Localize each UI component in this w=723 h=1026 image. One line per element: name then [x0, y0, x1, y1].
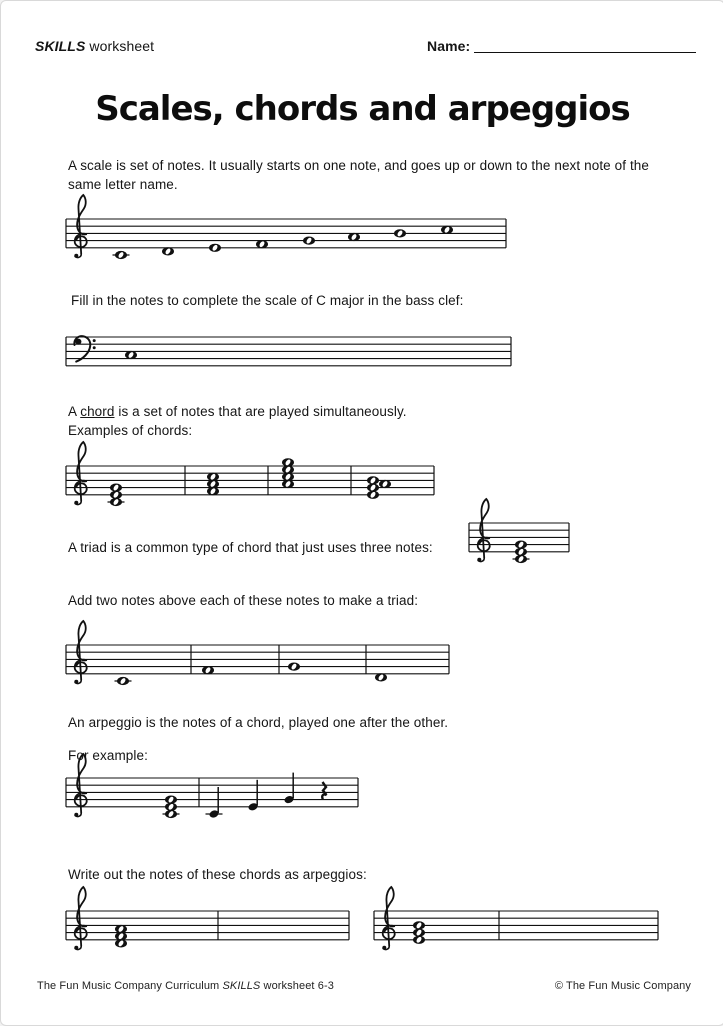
quarter-rest	[322, 782, 326, 799]
name-blank-line	[474, 37, 696, 53]
chord-def-pre: A	[68, 404, 81, 419]
whole-note	[165, 810, 177, 818]
skills-word: SKILLS	[35, 38, 86, 54]
page-title: Scales, chords and arpeggios	[95, 89, 630, 129]
whole-note	[515, 548, 527, 556]
chord	[115, 925, 127, 948]
footer-copyright: © The Fun Music Company	[554, 980, 691, 992]
whole-note	[394, 229, 406, 237]
for-example-label: For example:	[68, 748, 148, 763]
whole-note	[115, 932, 127, 940]
chord	[513, 541, 530, 564]
whole-note	[110, 491, 122, 499]
quarter-note	[206, 787, 223, 819]
arpeggio-exercise-staff-2	[358, 861, 670, 986]
whole-note	[303, 237, 315, 245]
chord-examples-staff	[50, 416, 446, 541]
whole-note	[367, 476, 379, 484]
whole-note	[413, 936, 425, 944]
whole-note	[515, 555, 527, 563]
footer-pre: The Fun Music Company Curriculum	[37, 980, 223, 992]
whole-note	[367, 491, 379, 499]
whole-note	[288, 663, 300, 671]
whole-note	[115, 925, 127, 933]
whole-note	[282, 473, 294, 481]
bass-clef-icon	[74, 336, 95, 361]
whole-note	[125, 351, 137, 359]
whole-note	[207, 487, 219, 495]
worksheet-word: worksheet	[85, 38, 155, 54]
name-label: Name:	[427, 38, 471, 54]
chord	[367, 476, 391, 499]
whole-note	[413, 929, 425, 937]
whole-note	[375, 673, 387, 681]
name-field	[427, 37, 696, 56]
arpeggio-exercise-prompt: Write out the notes of these chords as arpeggios:	[68, 867, 367, 882]
whole-note	[282, 466, 294, 474]
arpeggio-example-staff	[50, 728, 370, 853]
c-major-scale-staff	[50, 169, 518, 294]
chord	[207, 473, 219, 496]
whole-note	[115, 251, 127, 259]
worksheet-type-label	[35, 37, 154, 56]
whole-note	[256, 240, 268, 248]
whole-note	[207, 473, 219, 481]
chord-word-underlined: chord	[80, 404, 115, 419]
whole-note	[110, 484, 122, 492]
whole-note	[165, 796, 177, 804]
whole-note	[413, 921, 425, 929]
bass-clef-answer-staff	[50, 287, 523, 412]
chord	[413, 921, 425, 944]
quarter-note	[248, 780, 259, 812]
whole-note	[441, 226, 453, 234]
arpeggio-exercise-staff-1	[50, 861, 361, 986]
whole-note	[202, 666, 214, 674]
triad-exercise-staff	[50, 595, 461, 720]
whole-note	[115, 939, 127, 947]
whole-note	[207, 480, 219, 488]
chord-def-post: is a set of notes that are played simultaneously.	[114, 404, 407, 419]
footer-post: worksheet 6-3	[260, 980, 334, 992]
whole-note	[379, 480, 391, 488]
triad-definition: A triad is a common type of chord that just uses three notes:	[68, 540, 433, 555]
whole-note	[282, 480, 294, 488]
whole-note	[110, 498, 122, 506]
whole-note	[165, 803, 177, 811]
whole-note	[367, 484, 379, 492]
triad-exercise-prompt: Add two notes above each of these notes to make a triad:	[68, 593, 419, 608]
bass-clef-prompt: Fill in the notes to complete the scale of C major in the bass clef:	[71, 293, 464, 308]
whole-note	[282, 458, 294, 466]
chord	[108, 484, 125, 507]
whole-note	[162, 247, 174, 255]
whole-note	[117, 677, 129, 685]
whole-note	[348, 233, 360, 241]
triad-example-staff	[453, 473, 581, 598]
quarter-note	[284, 773, 295, 805]
arpeggio-definition: An arpeggio is the notes of a chord, played one after the other.	[68, 715, 449, 730]
chord-examples-label: Examples of chords:	[68, 423, 193, 438]
scale-definition-line2: same letter name.	[68, 177, 178, 192]
footer-skills-word: SKILLS	[222, 980, 261, 992]
chord	[163, 796, 180, 819]
whole-note	[209, 244, 221, 252]
scale-definition-line1: A scale is set of notes. It usually starts on one note, and goes up or down to the next note of the	[68, 158, 650, 173]
whole-note	[515, 541, 527, 549]
